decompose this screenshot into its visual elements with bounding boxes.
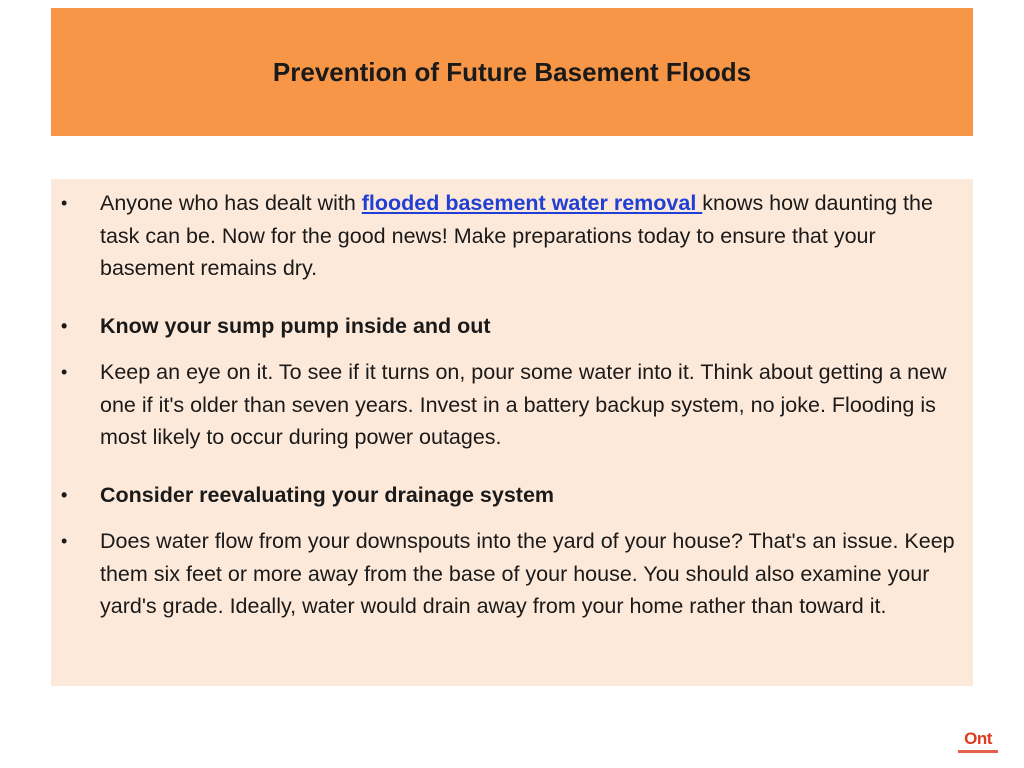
drainage-heading: Consider reevaluating your drainage system <box>100 482 555 507</box>
bullet-glyph: • <box>61 315 68 336</box>
drainage-text: Does water flow from your downspouts into the yard of your house? That's an issue. Keep them six feet or more away from the base of your house. You should also examine your yard's grade. Ideally, water would drain away from your home rather than toward it. <box>100 529 955 618</box>
bullet-item-drainage-text <box>51 525 957 623</box>
logo-wordmark: Ont <box>964 729 992 748</box>
bullet-item-sump-heading <box>51 310 957 343</box>
bullet-item-drainage-heading <box>51 479 957 512</box>
content-box <box>51 179 973 686</box>
sump-pump-heading: Know your sump pump inside and out <box>100 313 491 338</box>
company-logo <box>958 730 998 756</box>
slide-title: Prevention of Future Basement Floods <box>272 56 752 87</box>
logo-underline <box>958 750 998 753</box>
intro-text-after: knows how daunting the task can be. Now for the good news! Make preparations today to ensure that your basement remains dry. <box>100 191 933 280</box>
sump-pump-text: Keep an eye on it. To see if it turns on, pour some water into it. Think about getting a new one if it's older than seven years. Invest in a battery backup system, no joke. Flooding is most likely to occur during power outages. <box>100 360 947 449</box>
bullet-glyph: • <box>61 484 68 505</box>
bullet-item-intro <box>51 187 957 285</box>
flooded-basement-link[interactable]: flooded basement water removal <box>361 191 703 215</box>
bullet-glyph: • <box>61 362 68 382</box>
bullet-list <box>51 187 957 623</box>
bullet-glyph: • <box>61 193 68 213</box>
title-banner <box>51 8 973 136</box>
bullet-glyph: • <box>61 531 68 551</box>
bullet-item-sump-text <box>51 356 957 454</box>
intro-text-before: Anyone who has dealt with <box>100 191 362 215</box>
